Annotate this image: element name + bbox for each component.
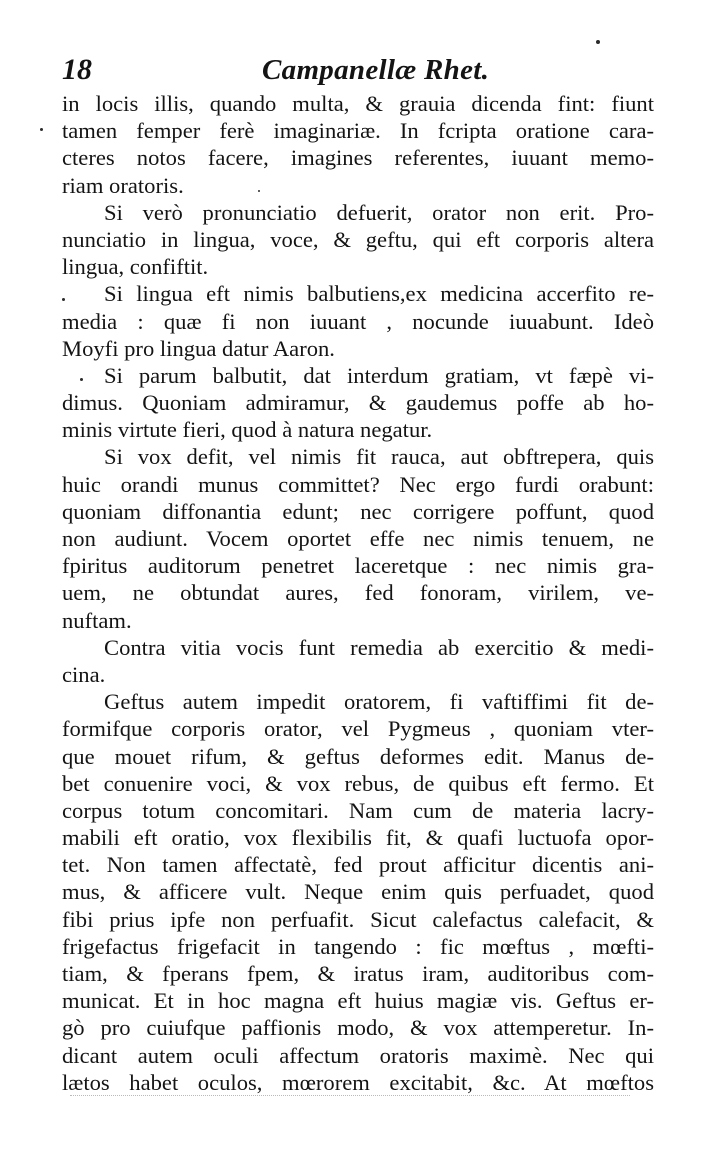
text-line: Contra vitia vocis funt remedia ab exercitio & medi- (104, 634, 654, 660)
body-text (62, 90, 654, 1096)
text-line: dimus. Quoniam admiramur, & gaudemus poffe ab ho- (62, 390, 654, 416)
text-line: Si vox defit, vel nimis fit rauca, aut obftrepera, quis (104, 444, 654, 470)
running-title: Campanellæ Rhet. (262, 54, 490, 86)
text-line: Si lingua eft nimis balbutiens,ex medicina accerfito re- (104, 281, 654, 307)
text-line: quoniam diffonantia edunt; nec corrigere poffunt, quod (62, 498, 654, 524)
text-line: cina. (62, 661, 106, 687)
text-line: municat. Et in hoc magna eft huius magiæ vis. Geftus er- (62, 988, 654, 1014)
scan-speck (40, 128, 43, 131)
scan-speck (596, 40, 600, 44)
text-line: lætos habet oculos, mœrorem excitabit, &c. At mœftos (62, 1069, 654, 1095)
text-line: Si parum balbutit, dat interdum gratiam, vt fæpè vi- (104, 362, 654, 388)
text-line: huic orandi munus committet? Nec ergo furdi orabunt: (62, 471, 654, 497)
text-line: bet conuenire voci, & vox rebus, de quibus eft fermo. Et (62, 770, 654, 796)
text-line: corpus totum concomitari. Nam cum de materia lacry- (62, 797, 654, 823)
scan-speck (80, 378, 83, 381)
text-line: frigefactus frigefacit in tangendo : fic mœftus , mœfti- (62, 933, 654, 959)
text-line: riam oratoris. (62, 172, 184, 198)
text-line: Moyfi pro lingua datur Aaron. (62, 335, 335, 361)
text-line: dicant autem oculi affectum oratoris maximè. Nec qui (62, 1042, 654, 1068)
text-line: tet. Non tamen affectatè, fed prout afficitur dicentis ani- (62, 852, 654, 878)
text-line: in locis illis, quando multa, & grauia dicenda fint: fiunt (62, 91, 654, 116)
scan-edge-noise (70, 1095, 630, 1098)
text-line: fibi prius ipfe non perfuafit. Sicut calefactus calefacit, & (62, 906, 654, 932)
text-line: Si verò pronunciatio defuerit, orator non erit. Pro- (104, 199, 654, 225)
text-line: nuftam. (62, 607, 132, 633)
text-line: uem, ne obtundat aures, fed fonoram, virilem, ve- (62, 580, 654, 606)
page-number: 18 (62, 53, 92, 86)
text-line: media : quæ fi non iuuant , nocunde iuuabunt. Ideò (62, 308, 654, 334)
text-line: mabili eft oratio, vox flexibilis fit, & quafi luctuofa opor- (62, 825, 654, 851)
text-line: cteres notos facere, imagines referentes, iuuant memo- (62, 145, 654, 171)
text-line: tiam, & fperans fpem, & iratus iram, auditoribus com- (62, 961, 654, 986)
text-line: gò pro cuiufque paffionis modo, & vox attemperetur. In- (62, 1015, 654, 1041)
text-line: que mouet rifum, & geftus deformes edit. Manus de- (62, 743, 654, 769)
text-line: non audiunt. Vocem oportet effe nec nimis tenuem, ne (62, 526, 654, 551)
text-line: formifque corporis orator, vel Pygmeus , quoniam vter- (62, 716, 654, 742)
scan-speck (258, 190, 260, 192)
text-line: minis virtute fieri, quod à natura negatur. (62, 417, 433, 443)
scan-speck (62, 298, 65, 301)
page-header (62, 48, 662, 92)
text-line: Geftus autem impedit oratorem, fi vaftiffimi fit de- (104, 689, 654, 715)
text-line: lingua, confiftit. (62, 254, 209, 280)
text-line: fpiritus auditorum penetret laceretque : nec nimis gra- (62, 553, 654, 579)
text-line: mus, & afficere vult. Neque enim quis perfuadet, quod (62, 879, 654, 905)
text-line: nunciatio in lingua, voce, & geftu, qui eft corporis altera (62, 226, 654, 252)
text-line: tamen femper ferè imaginariæ. In fcripta oratione cara- (62, 118, 654, 144)
